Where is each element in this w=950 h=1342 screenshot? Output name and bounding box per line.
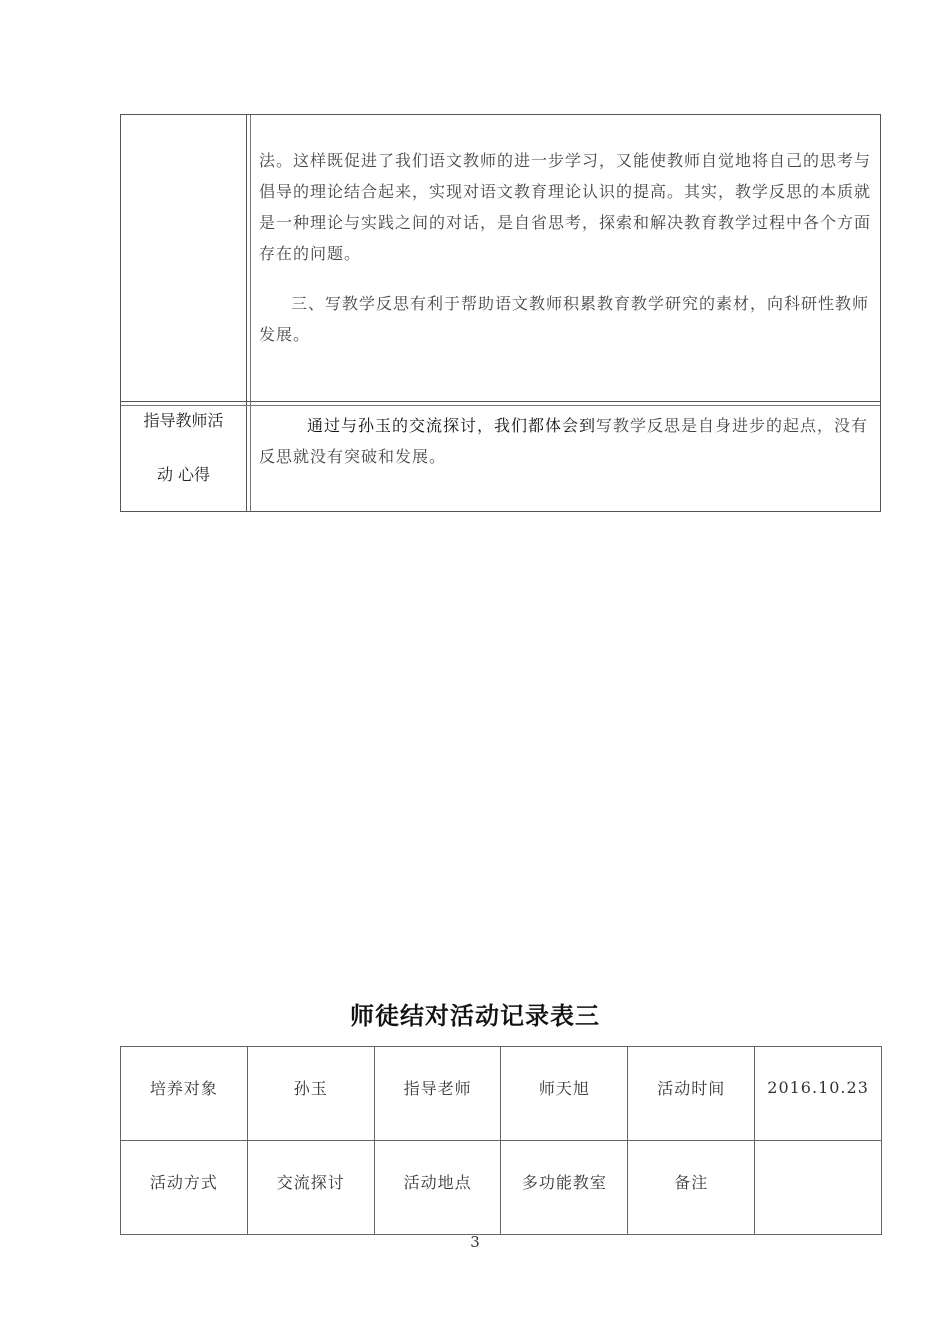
table-cell: 备注 bbox=[628, 1141, 755, 1235]
table-cell bbox=[755, 1141, 882, 1235]
table-cell: 交流探讨 bbox=[247, 1141, 374, 1235]
row-divider-inner bbox=[121, 405, 880, 406]
content-paragraph-1: 法。这样既促进了我们语文教师的进一步学习，又能使教师自觉地将自己的思考与倡导的理论结合起来，实现对语文教育理论认识的提高。其实，教学反思的本质就是一种理论与实践之间的对话，是自省思考，探索和解决教育教学过程中各个方面存在的问题。 bbox=[259, 151, 872, 263]
row-divider bbox=[121, 401, 880, 402]
table-row bbox=[121, 1141, 882, 1235]
guide-text-part-2: 写教学反思是自身进步的起点，没有反思就没有突破和发展。 bbox=[259, 416, 869, 466]
table-cell: 2016.10.23 bbox=[755, 1047, 882, 1141]
record-table-title: 师徒结对活动记录表三 bbox=[350, 1002, 600, 1030]
table-row bbox=[121, 1047, 882, 1141]
table-cell: 培养对象 bbox=[121, 1047, 248, 1141]
table-cell: 孙玉 bbox=[247, 1047, 374, 1141]
page-number: 3 bbox=[470, 1233, 480, 1251]
column-divider-inner bbox=[250, 115, 251, 511]
guide-experience-text bbox=[259, 410, 871, 472]
table-cell: 多功能教室 bbox=[501, 1141, 628, 1235]
table-cell: 活动时间 bbox=[628, 1047, 755, 1141]
table-cell: 活动地点 bbox=[374, 1141, 501, 1235]
reflection-table bbox=[120, 114, 881, 512]
column-divider bbox=[246, 115, 247, 511]
content-paragraph-2: 三、写教学反思有利于帮助语文教师积累教育教学研究的素材，向科研性教师发展。 bbox=[259, 294, 870, 344]
table-cell: 师天旭 bbox=[501, 1047, 628, 1141]
table-cell: 活动方式 bbox=[121, 1141, 248, 1235]
table-cell: 指导老师 bbox=[374, 1047, 501, 1141]
guide-label-line-1: 指导教师活 bbox=[143, 411, 224, 430]
activity-info-table bbox=[120, 1046, 882, 1235]
guide-text-part-1: 通过与孙玉的交流探讨，我们都体会到 bbox=[307, 416, 597, 435]
guide-label-line-2: 动 心得 bbox=[156, 465, 211, 484]
